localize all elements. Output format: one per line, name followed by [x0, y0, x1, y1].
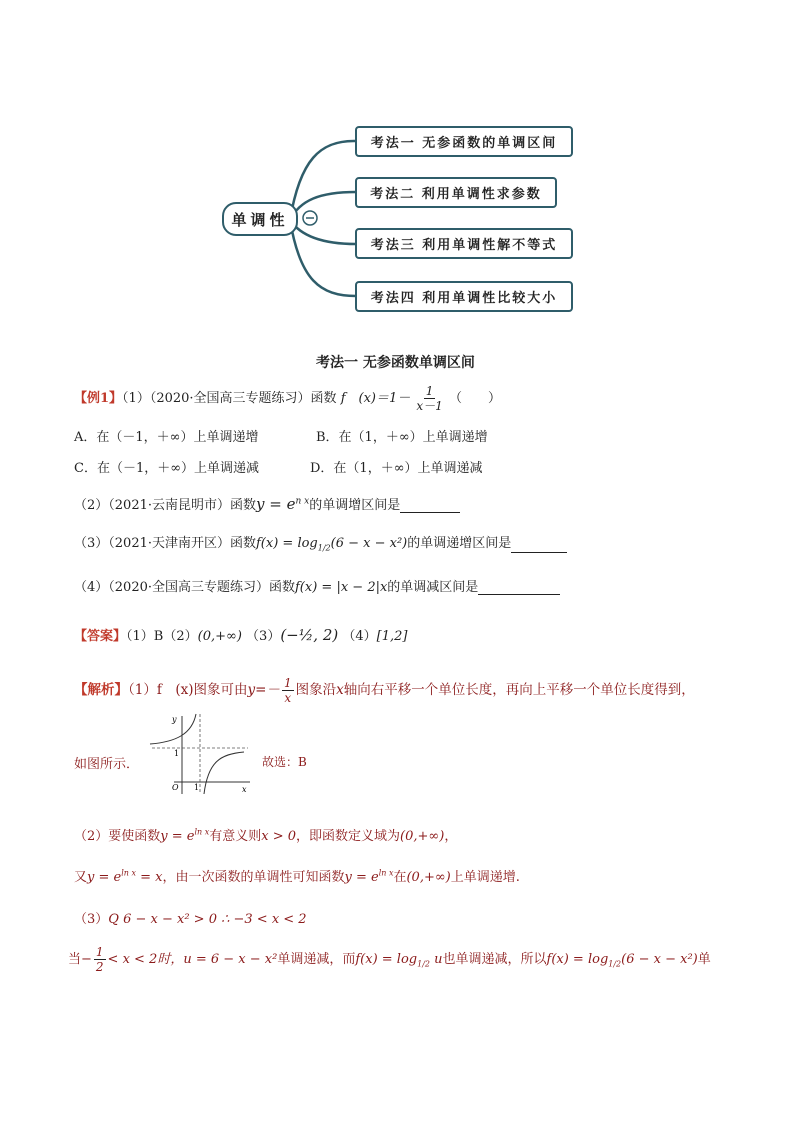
analysis-p4: （3）Q 6 − x − x² > 0 ∴ −3 < x < 2 — [74, 912, 307, 927]
option-b: B．在（1，＋∞）上单调递增 — [316, 430, 488, 445]
mindmap-branch-4[interactable]: 考法四 利用单调性比较大小 — [355, 281, 573, 312]
analysis-p1-choice: 故选：B — [262, 755, 307, 769]
example-q3: （3）（2021·天津南开区）函数$f(x) = \log_{1/2}(6 - x - x^2)$的单调递增区间是 — [74, 532, 567, 553]
hyperbola-graph — [146, 712, 252, 796]
analysis-p1: 【解析】（1）f (x)图象可由y=－ $\frac{1}{x}$ 图象沿x轴向右平移一个单位长度，再向上平移一个单位长度得到， — [74, 676, 695, 705]
mindmap-branch-3[interactable]: 考法三 利用单调性解不等式 — [355, 228, 573, 259]
graph-one-y-label: 1 — [174, 749, 180, 758]
answer-line: 【答案】（1）B（2）(0,+∞) （3）(−½, 2) （4）[1,2] — [74, 626, 408, 644]
graph-origin-label: O — [172, 783, 179, 792]
graph-y-label: y — [172, 715, 177, 724]
mindmap-root[interactable]: 单调性 — [222, 202, 298, 236]
example-q1: 【例1】（1）（2020·全国高三专题练习）函数 f (x)＝1－ $\frac{1}{x-1}$ （ ） — [74, 384, 501, 413]
example-q4: （4）（2020·全国高三专题练习）函数f(x) = |x − 2|x的单调减区间是 — [74, 576, 560, 595]
analysis-p5: 当− $\frac{1}{2}$ < x < 2时，u = 6 − x − x²单调递减，而$f(x) = \log_{1/2} u$也单调递减，所以$f(x) = \log_{1/2}(6 - x - x^2)$单 — [68, 945, 711, 974]
option-c: C．在（－1，＋∞）上单调递减 — [74, 461, 260, 476]
mindmap-branch-1[interactable]: 考法一 无参函数的单调区间 — [355, 126, 573, 157]
section-title: 考法一 无参函数单调区间 — [316, 355, 475, 371]
graph-one-x-label: 1 — [194, 783, 200, 792]
analysis-p1-tail: 如图所示． — [74, 757, 140, 772]
analysis-p3: 又$y = e^{ln x} = x$，由一次函数的单调性可知函数$y = e^{ln x}$在(0,+∞)上单调递增. — [74, 868, 520, 885]
option-a: A．在（－1，＋∞）上单调递增 — [74, 430, 259, 445]
example-q2: （2）（2021·云南昆明市）函数$y = e^{n x}$的单调增区间是 — [74, 494, 460, 513]
analysis-p2: （2）要使函数$y = e^{ln x}$有意义则x > 0，即函数定义域为(0,+∞)， — [74, 827, 458, 844]
option-d: D．在（1，＋∞）上单调递减 — [310, 461, 483, 476]
graph-x-label: x — [242, 785, 247, 794]
mindmap-branch-2[interactable]: 考法二 利用单调性求参数 — [355, 177, 557, 208]
